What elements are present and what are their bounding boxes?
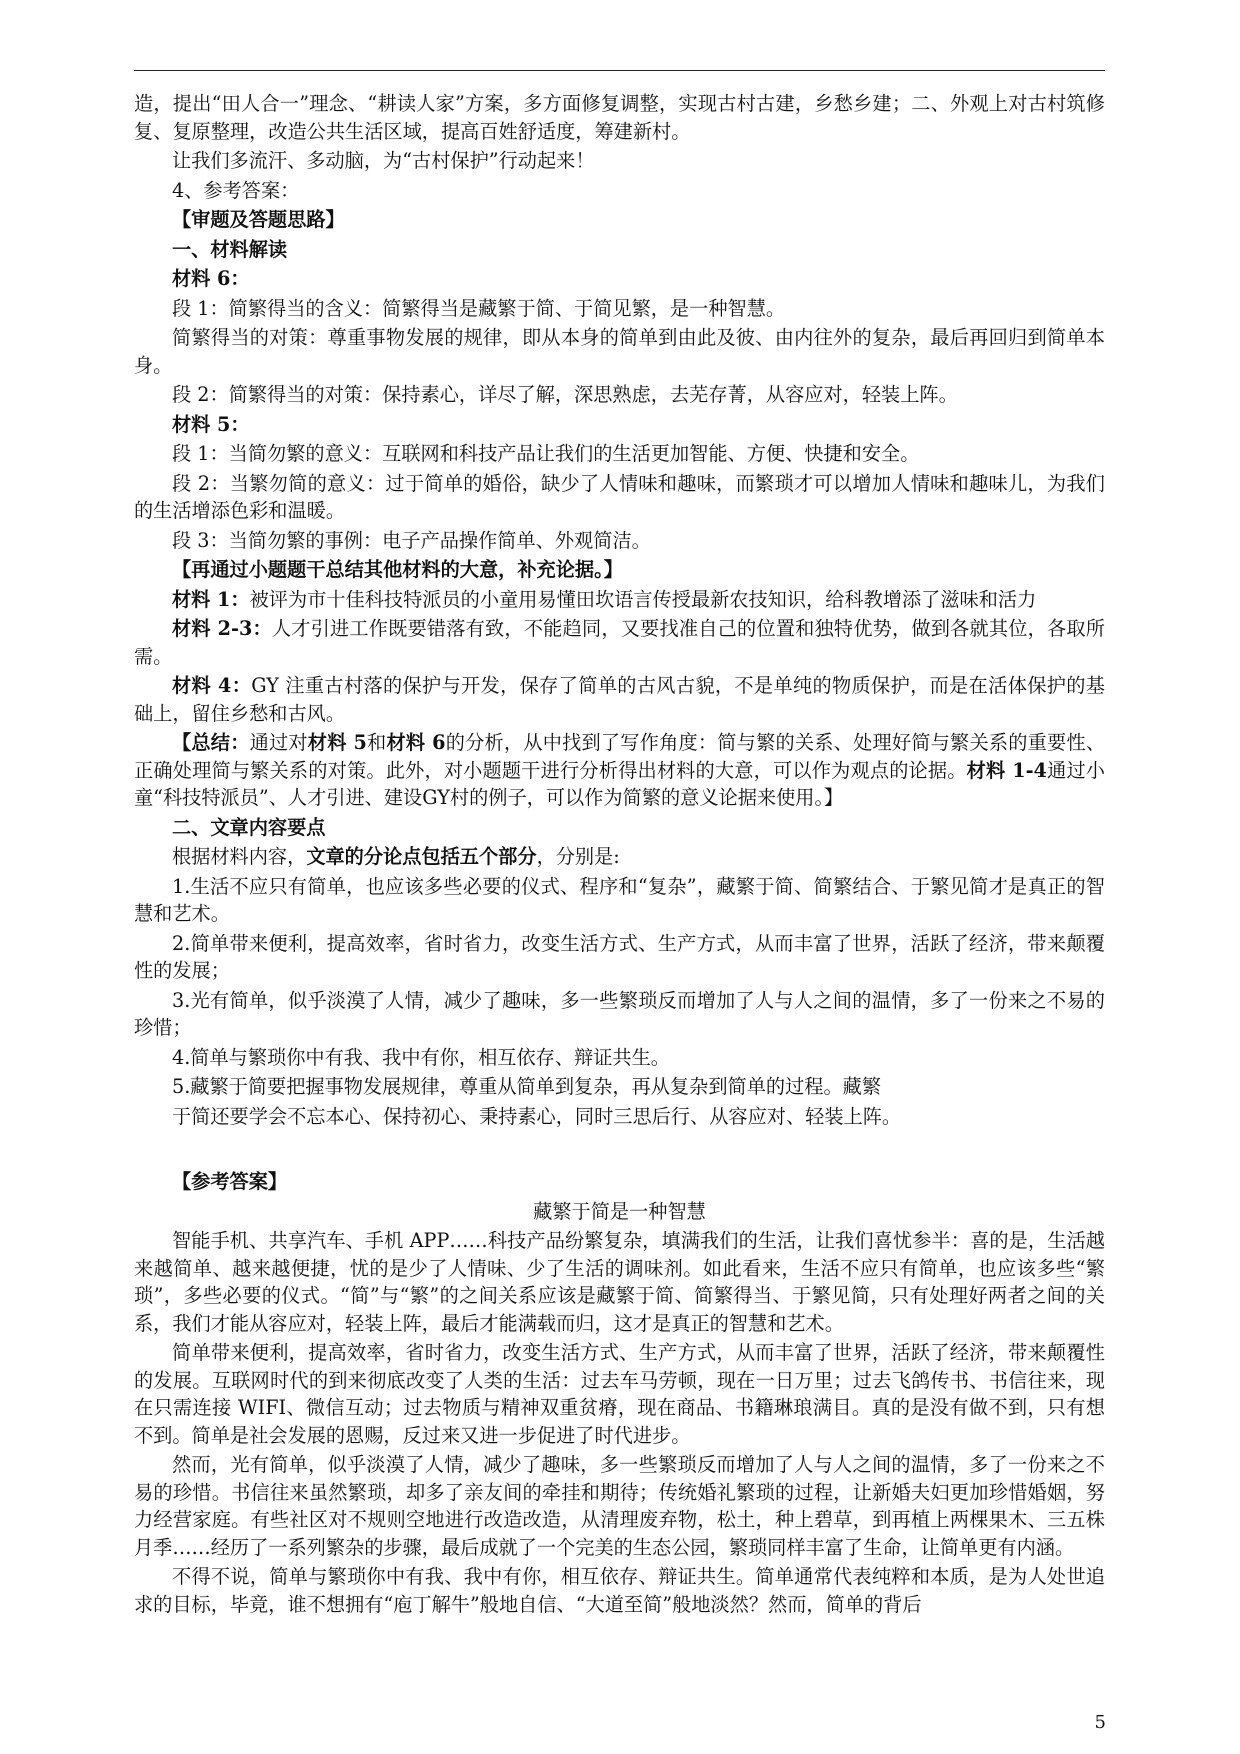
answer-number-label: 4、参考答案：: [172, 178, 300, 202]
spacer: [134, 1132, 1105, 1168]
section2-intro-post: ，分别是:: [536, 845, 620, 868]
section2-intro: [134, 843, 1105, 871]
page-number: 5: [1094, 1712, 1106, 1733]
point-5: 5.藏繁于简要把握事物发展规律，尊重从简单到复杂，再从复杂到简单的过程。藏繁: [172, 1075, 882, 1098]
material23-paragraph: [134, 615, 1105, 670]
heading-approach: 【审题及答题思路】: [172, 208, 345, 231]
section1-title: 一、材料解读: [172, 237, 288, 261]
summary-and: 和: [366, 731, 387, 754]
summary-text1: 通过对: [249, 731, 308, 754]
section2-title: 二、文章内容要点: [172, 815, 326, 839]
summary-m6: 材料 6: [386, 731, 446, 754]
material6-label: 材料 6：: [172, 267, 250, 290]
header-rule: [134, 70, 1105, 71]
top-line-call-to-action: 让我们多流汗、多动脑，为“古村保护”行动起来！: [172, 149, 595, 172]
essay-paragraph-2: 简单带来便利，提高效率，省时省力，改变生活方式、生产方式，从而丰富了世界，活跃了经济，带来颠覆性的发展。互联网时代的到来彻底改变了人类的生活：过去车马劳顿，现在一日万里；过去飞鸽传书、书信往来，现在只需连接 WIFI、微信互动；过去物质与精神双重贫瘠，现在商品、书籍琳琅满目。真的是没有做不到，只有想不到。简单是社会发展的恩赐，反过来又进一步促进了时代进步。: [134, 1341, 1105, 1447]
material6-para2: 段 2：简繁得当的对策：保持素心，详尽了解，深思熟虑，去芜存菁，从容应对，轻装上阵。: [172, 383, 958, 406]
material5-para1: 段 1：当简勿繁的意义：互联网和科技产品让我们的生活更加智能、方便、快捷和安全。: [172, 442, 920, 465]
point-2: 2.简单带来便利，提高效率，省时省力，改变生活方式、生产方式，从而丰富了世界，活跃了经济，带来颠覆性的发展；: [134, 931, 1105, 982]
material4-text: GY 注重古村落的保护与开发，保存了简单的古风古貌，不是单纯的物质保护，而是在活体保护的基础上，留住乡愁和古风。: [134, 674, 1105, 725]
material4-paragraph: [134, 672, 1105, 727]
document-body: [134, 90, 1105, 1620]
section2-intro-bold: 文章的分论点包括五个部分: [306, 845, 537, 868]
point-3: 3.光有简单，似乎淡漠了人情，减少了趣味，多一些繁琐反而增加了人与人之间的温情，多了一份来之不易的珍惜；: [134, 988, 1105, 1039]
essay-paragraph-1: 智能手机、共享汽车、手机 APP……科技产品纷繁复杂，填满我们的生活，让我们喜忧参半：喜的是，生活越来越简单、越来越便捷，忧的是少了人情味、少了生活的调味剂。如此看来，生活不应只有简单，也应该多些“繁琐”，多些必要的仪式。“简”与“繁”的之间关系应该是藏繁于简、简繁得当、于繁见简，只有处理好两者之间的关系，我们才能从容应对，轻装上阵，最后才能满载而归，这才是真正的智慧和艺术。: [134, 1229, 1105, 1335]
summary-text2: 的分析，从中找到了写作角度：简与繁的关系、处理好简与繁关系的重要性、正确处理简与繁关系的对策。此外，对小题题干进行分析得出材料的大意，可以作为观点的论据。: [134, 731, 1106, 782]
supplement-heading: 【再通过小题题干总结其他材料的大意，补充论据。】: [172, 558, 623, 581]
essay-paragraph-3: 然而，光有简单，似乎淡漠了人情，减少了趣味，多一些繁琐反而增加了人与人之间的温情，多了一份来之不易的珍惜。书信往来虽然繁琐，却多了亲友间的牵挂和期待；传统婚礼繁琐的过程，让新婚夫妇更加珍惜婚姻，努力经营家庭。有些社区对不规则空地进行改造改造，从清理废弃物，松土，种上碧草，到再植上两棵果木、三五株月季……经历了一系列繁杂的步骤，最后成就了一个完美的生态公园，繁琐同样丰富了生命，让简单更有内涵。: [134, 1453, 1105, 1559]
essay-paragraph-4: 不得不说，简单与繁琐你中有我、我中有你，相互依存、辩证共生。简单通常代表纯粹和本质，是为人处世追求的目标，毕竟，谁不想拥有“庖丁解牛”般地自信、“大道至简”般地淡然？然而，简单的背后: [134, 1565, 1105, 1616]
summary-text3: 通过小童“科技特派员”、人才引进、建设GY村的例子，可以作为简繁的意义论据来使用。】: [134, 758, 1105, 809]
material6-para1b: 简繁得当的对策：尊重事物发展的规律，即从本身的简单到由此及彼、由内往外的复杂，最后再回归到简单本身。: [134, 326, 1105, 377]
summary-paragraph: [134, 729, 1105, 812]
section2-intro-pre: 根据材料内容，: [172, 845, 307, 868]
essay-title: 藏繁于简是一种智慧: [533, 1199, 706, 1223]
material5-label: 材料 5：: [172, 412, 250, 436]
material6-para1: 段 1：简繁得当的含义：简繁得当是藏繁于简、于简见繁，是一种智慧。: [172, 296, 786, 320]
summary-label: 【总结：: [172, 731, 250, 754]
point-5-continued: 于简还要学会不忘本心、保持初心、秉持素心，同时三思后行、从容应对、轻装上阵。: [172, 1104, 902, 1128]
material5-para2: 段 2：当繁勿简的意义：过于简单的婚俗，缺少了人情味和趣味，而繁琐才可以增加人情味和趣味儿，为我们的生活增添色彩和温暖。: [134, 471, 1105, 522]
material1-paragraph: [134, 586, 1105, 614]
material23-label: 材料 2-3：: [172, 617, 272, 640]
summary-m14: 材料 1-4: [966, 758, 1047, 782]
material1-text: 被评为市十佳科技特派员的小童用易懂田坎语言传授最新农技知识，给科教增添了滋味和活力: [249, 587, 1037, 611]
answer-heading: 【参考答案】: [172, 1170, 288, 1193]
top-line-continuation: 造，提出“田人合一”理念、“耕读人家”方案，多方面修复调整，实现古村古建，乡愁乡建；二、外观上对古村筑修复、复原整理，改造公共生活区域，提高百姓舒适度，筹建新村。: [134, 92, 1105, 143]
summary-m5: 材料 5: [307, 731, 367, 754]
material1-label: 材料 1：: [172, 587, 250, 611]
material4-label: 材料 4：: [172, 674, 252, 697]
material5-para3: 段 3：当简勿繁的事例：电子产品操作简单、外观简洁。: [172, 528, 651, 552]
material23-text: 人才引进工作既要错落有致，不能趋同，又要找准自己的位置和独特优势，做到各就其位，各取所需。: [134, 617, 1105, 668]
point-4: 4.简单与繁琐你中有我、我中有你，相互依存、辩证共生。: [172, 1045, 670, 1069]
point-1: 1.生活不应只有简单，也应该多些必要的仪式、程序和“复杂”，藏繁于简、简繁结合、于繁见简才是真正的智慧和艺术。: [134, 874, 1105, 925]
